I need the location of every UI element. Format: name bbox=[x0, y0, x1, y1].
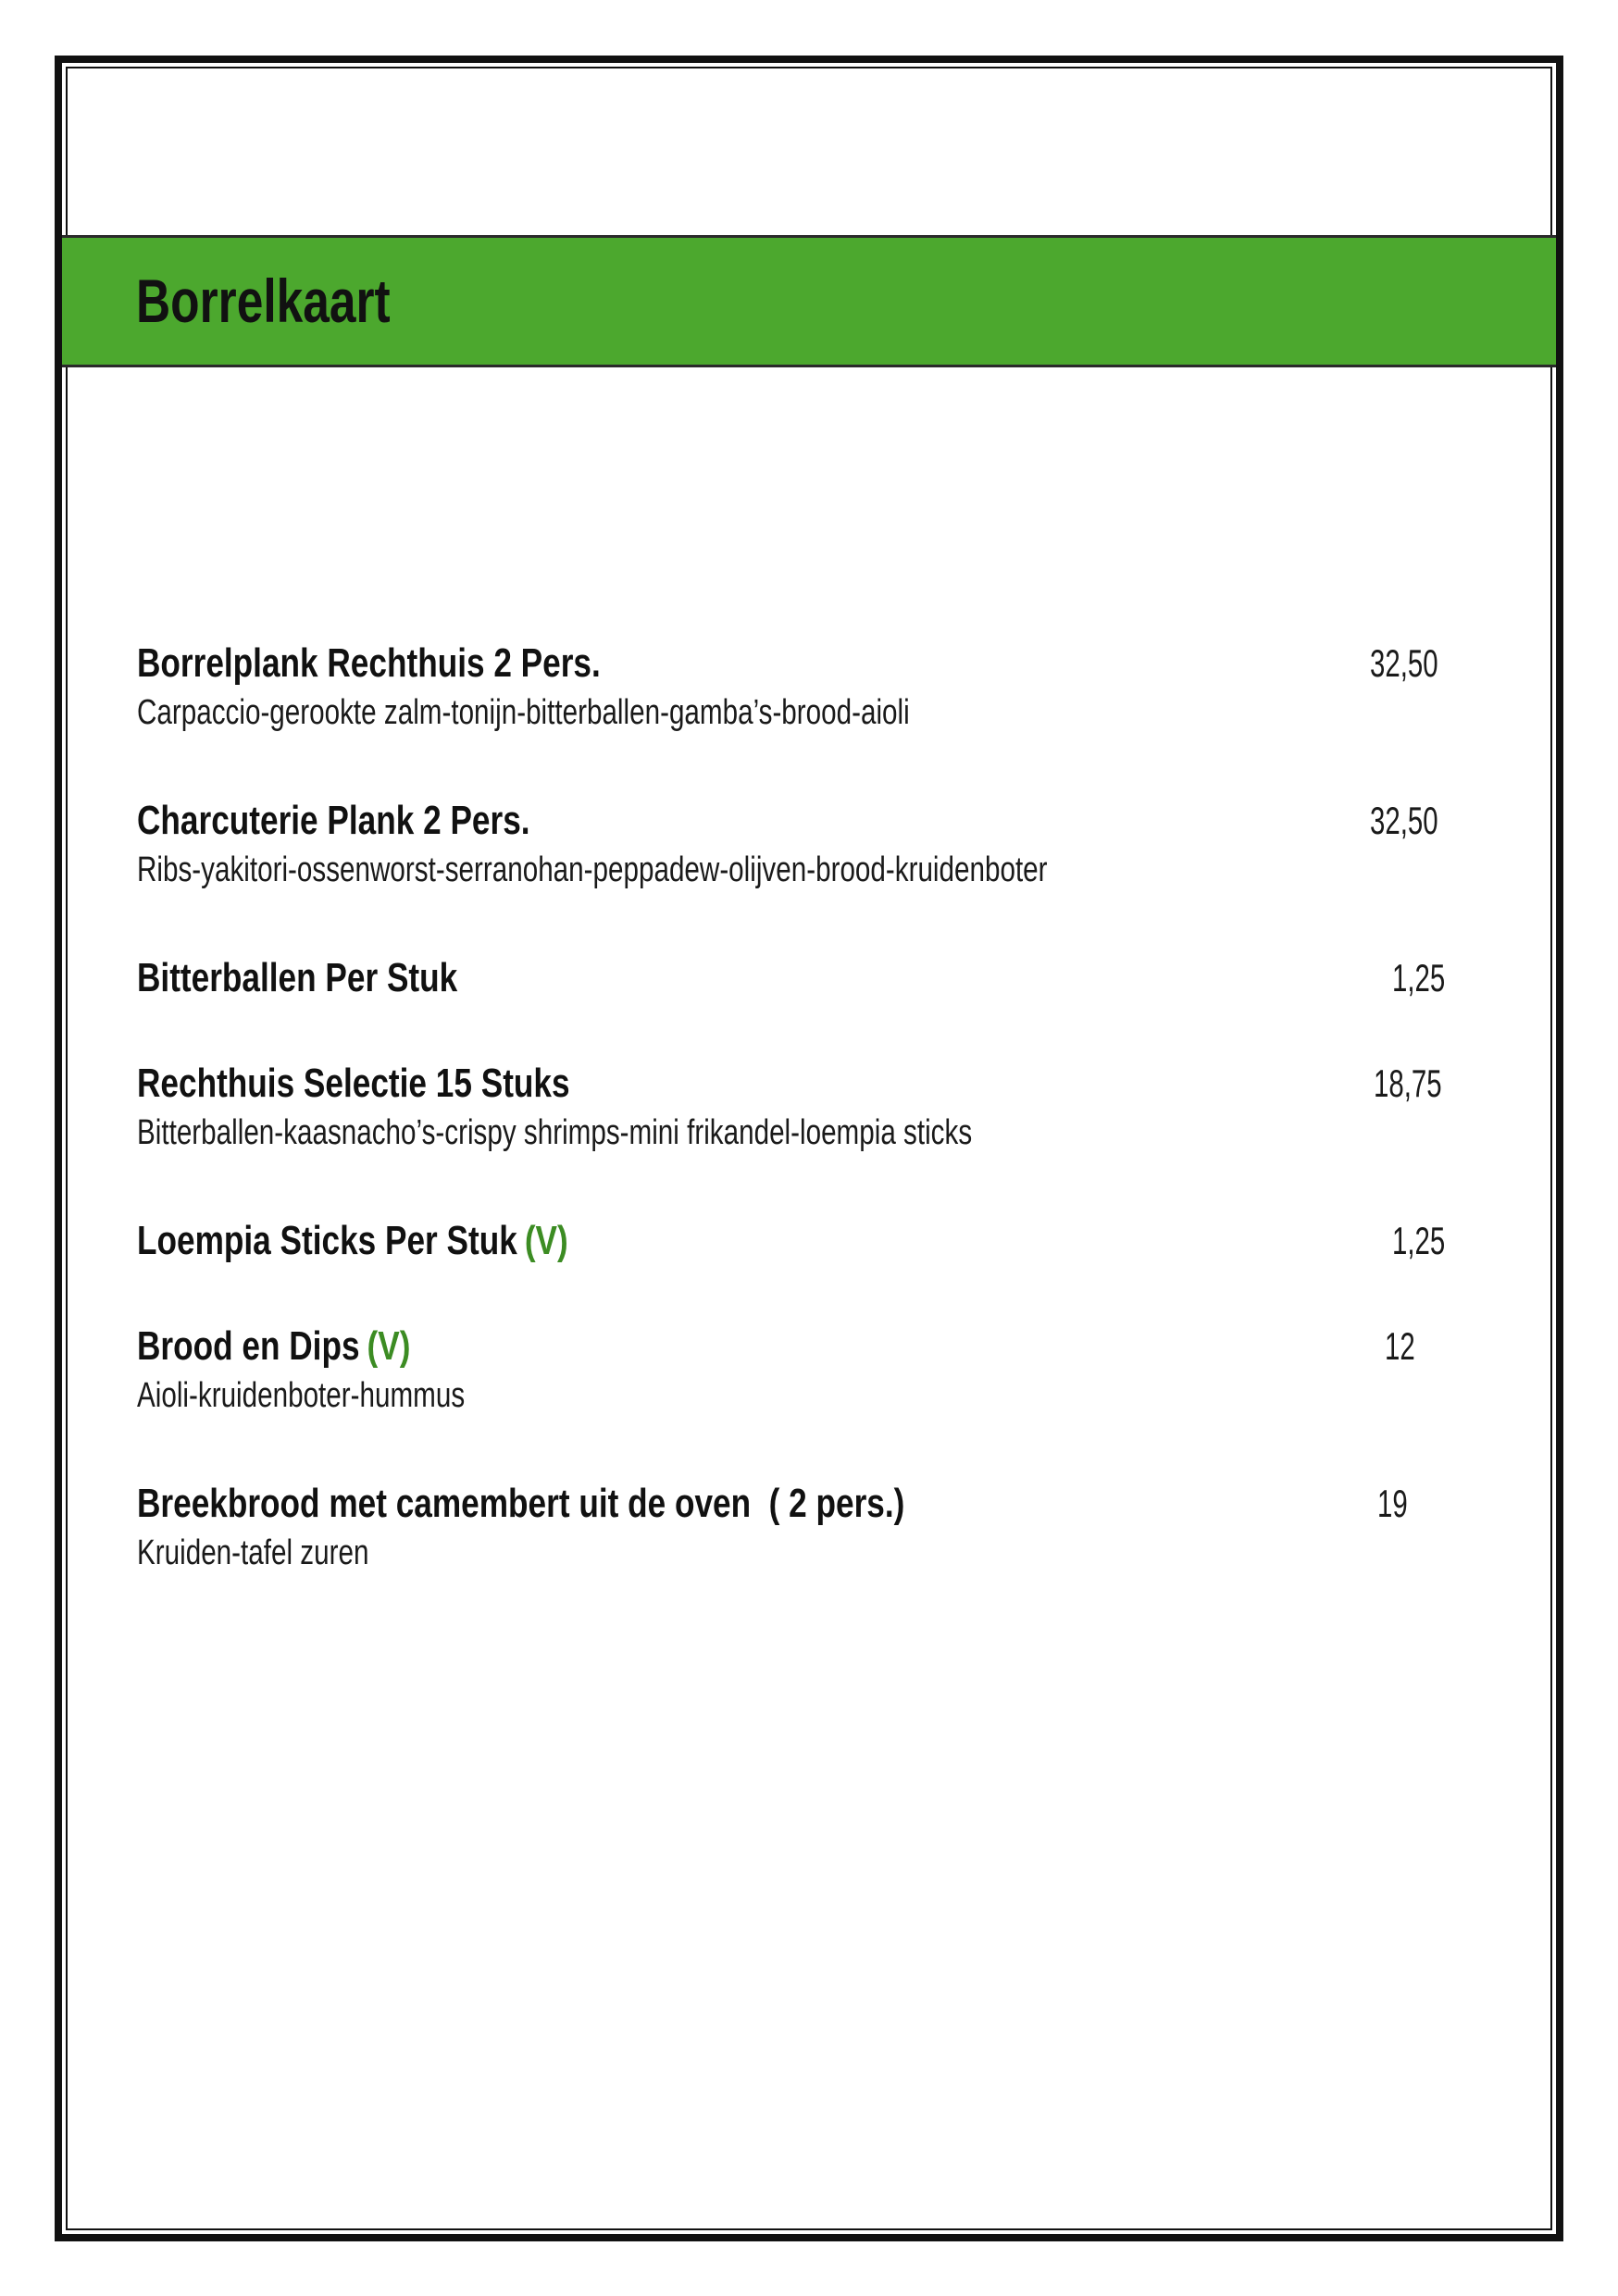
menu-item-name: Bitterballen Per Stuk bbox=[137, 955, 458, 1000]
menu-item bbox=[137, 1059, 1442, 1157]
menu-item-price: 12 bbox=[1385, 1324, 1415, 1368]
menu-item-name: Rechthuis Selectie 15 Stuks bbox=[137, 1061, 570, 1106]
menu-item bbox=[137, 1216, 1446, 1266]
page-title: Borrelkaart bbox=[136, 267, 391, 335]
menu-item-name-text: Loempia Sticks Per Stuk bbox=[137, 1218, 517, 1263]
menu-item-price: 19 bbox=[1377, 1482, 1408, 1525]
menu-item-name: Breekbrood met camembert uit de oven ( 2 pers.) bbox=[137, 1481, 905, 1526]
menu-item-description: Kruiden-tafel zuren bbox=[137, 1533, 369, 1572]
menu-item-price: 32,50 bbox=[1370, 641, 1438, 685]
menu-item-price: 32,50 bbox=[1370, 799, 1438, 842]
menu-item bbox=[137, 639, 1438, 737]
menu-item bbox=[137, 953, 1446, 1003]
menu-item-description: Ribs-yakitori-ossenworst-serranohan-peppadew-olijven-brood-kruidenboter bbox=[137, 850, 1048, 889]
menu-item-name bbox=[137, 1322, 410, 1371]
header-band bbox=[62, 235, 1556, 367]
menu-item-name: Charcuterie Plank 2 Pers. bbox=[137, 798, 530, 843]
menu-item-description: Aioli-kruidenboter-hummus bbox=[137, 1376, 466, 1415]
menu-item-price: 1,25 bbox=[1392, 956, 1446, 999]
menu-item-price: 18,75 bbox=[1374, 1061, 1442, 1105]
menu-item-name: Borrelplank Rechthuis 2 Pers. bbox=[137, 640, 601, 686]
menu-item bbox=[137, 1479, 1408, 1577]
menu-item bbox=[137, 796, 1438, 894]
menu-item-name bbox=[137, 1216, 568, 1266]
vegetarian-tag: (V) bbox=[524, 1218, 568, 1263]
menu-item-description: Bitterballen-kaasnacho’s-crispy shrimps-mini frikandel-loempia sticks bbox=[137, 1113, 973, 1152]
vegetarian-tag: (V) bbox=[367, 1323, 411, 1369]
menu-item-price: 1,25 bbox=[1392, 1219, 1446, 1262]
menu-item bbox=[137, 1322, 1415, 1420]
menu-item-name-text: Brood en Dips bbox=[137, 1323, 360, 1369]
menu-item-description: Carpaccio-gerookte zalm-tonijn-bitterballen-gamba’s-brood-aioli bbox=[137, 693, 910, 732]
